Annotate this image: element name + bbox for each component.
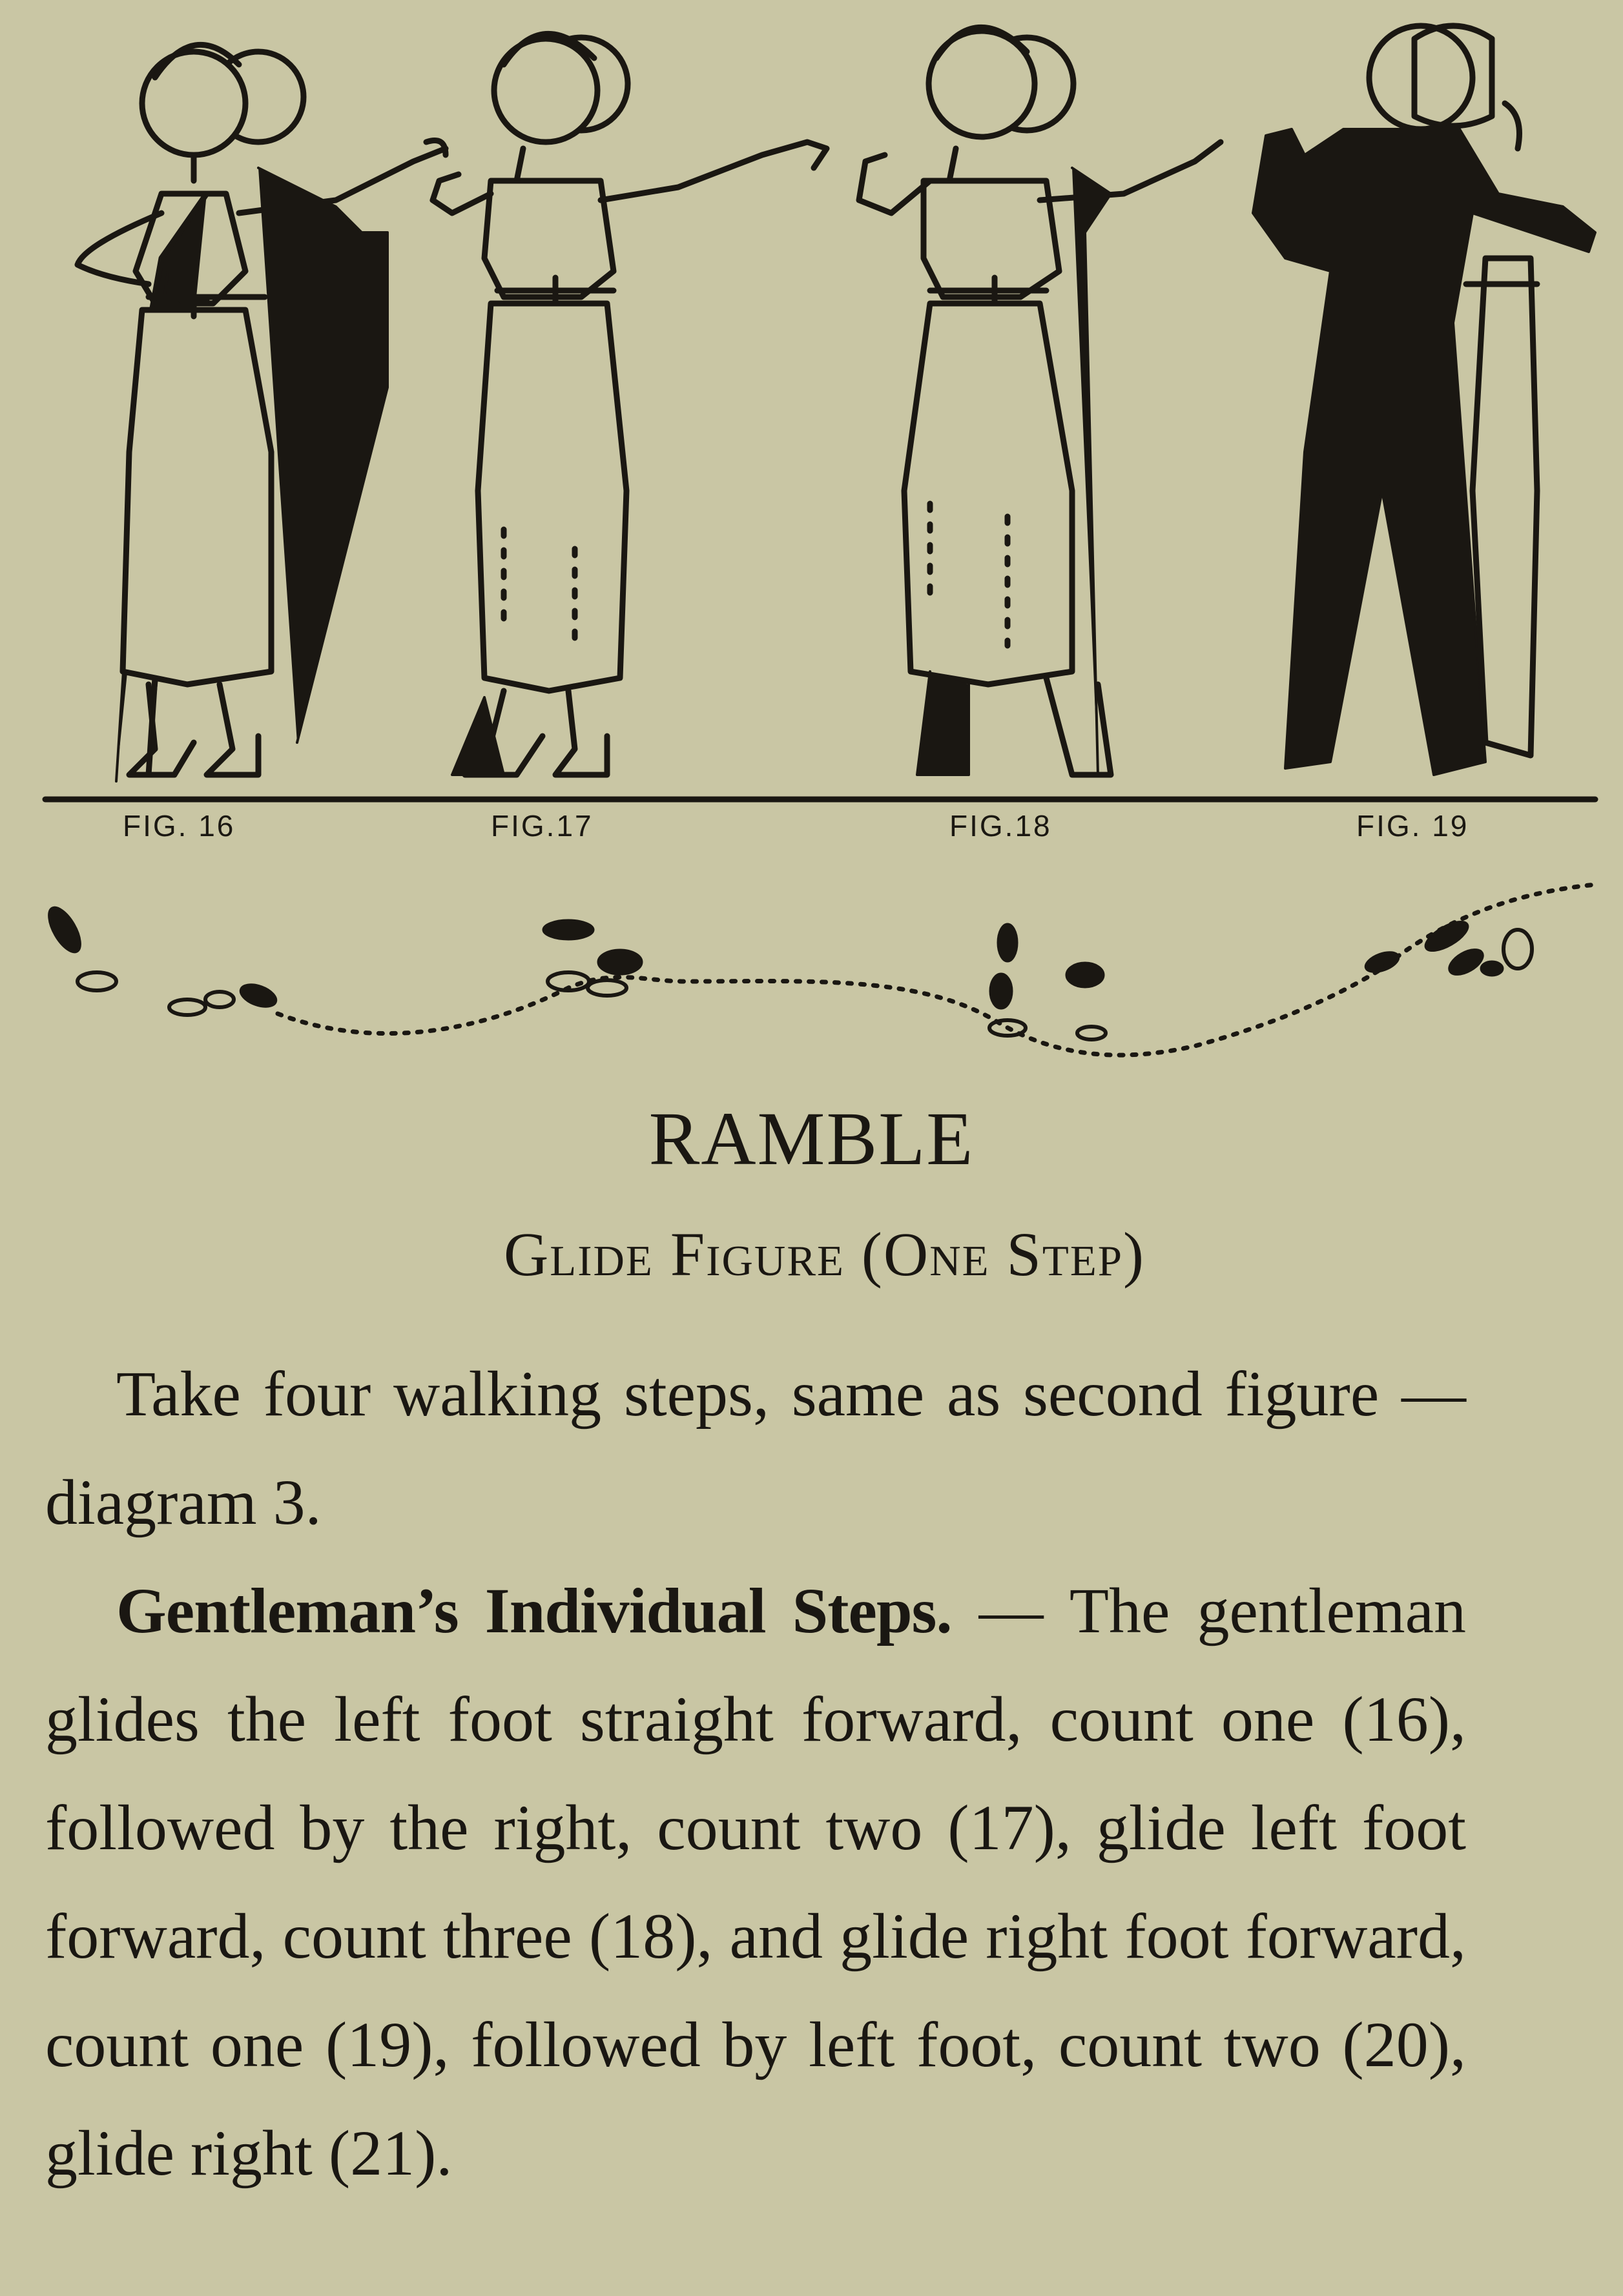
paragraph-intro: Take four walking steps, same as second figure — diagram 3. bbox=[45, 1358, 1466, 1538]
fig-label-16: FIG. 16 bbox=[123, 809, 236, 843]
section-subtitle: Glide Figure (One Step) bbox=[503, 1220, 1146, 1289]
fig-label-19: FIG. 19 bbox=[1356, 809, 1469, 843]
footprint-path-icon bbox=[0, 852, 1623, 1085]
dancers-fig-17 bbox=[433, 34, 827, 775]
section-title: RAMBLE bbox=[648, 1096, 975, 1181]
dancers-drawing bbox=[0, 0, 1623, 852]
dancers-fig-18 bbox=[859, 27, 1221, 775]
paragraph-text: — The gentleman glides the left foot straight forward, count one (16), followed by the right, count two (17), glide left foot forward, count three (18), and glide right foot forward, count one (19), followed by left foot, count two (20), glide right (21). bbox=[45, 1575, 1467, 2189]
footprint-diagram bbox=[0, 852, 1623, 1085]
paragraph-gentleman-steps bbox=[45, 1557, 1466, 2208]
dancers-fig-19 bbox=[1253, 26, 1595, 775]
fig-label-18: FIG.18 bbox=[949, 809, 1052, 843]
body-text bbox=[45, 1340, 1466, 2208]
paragraph-lead: Gentleman’s Individual Steps. bbox=[116, 1575, 952, 1646]
fig-label-17: FIG.17 bbox=[491, 809, 594, 843]
dancers-fig-16 bbox=[78, 45, 446, 781]
dance-illustrations bbox=[0, 0, 1623, 852]
